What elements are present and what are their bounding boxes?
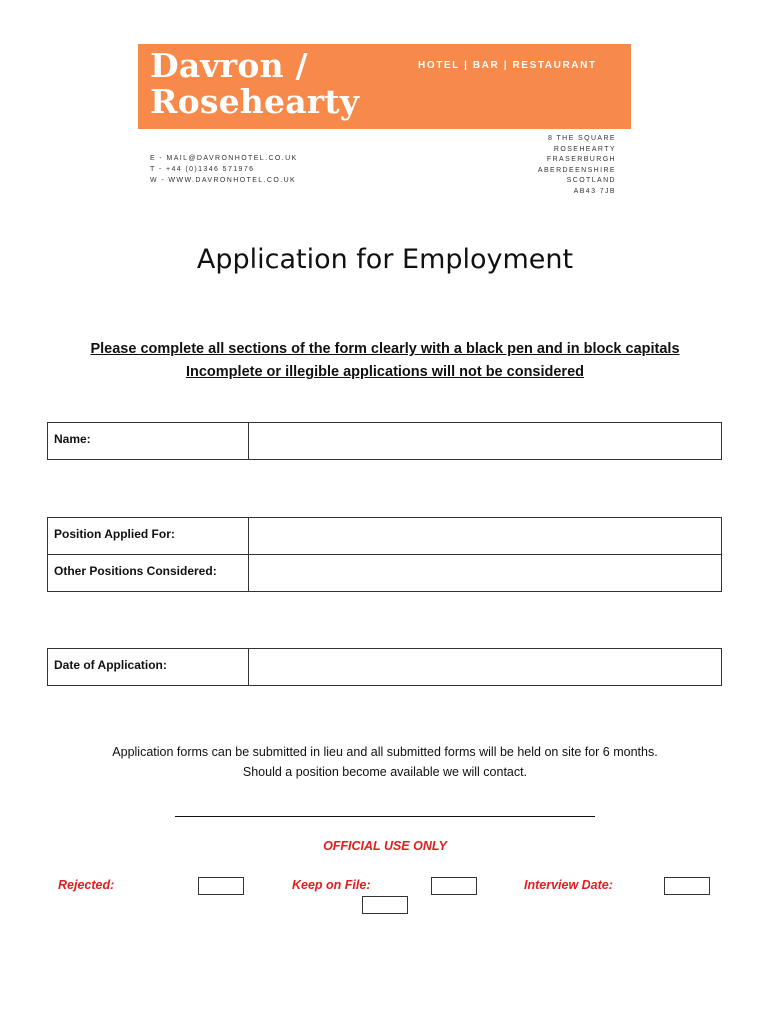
contact-email: E - MAIL@DAVRONHOTEL.CO.UK (150, 155, 298, 162)
date-table (47, 648, 722, 686)
position-row (48, 518, 721, 554)
contact-phone: T - +44 (0)1346 571976 (150, 166, 255, 173)
rejected-checkbox[interactable] (198, 877, 244, 895)
extra-checkbox[interactable] (362, 896, 408, 914)
brand-logo (150, 48, 359, 120)
note-line-2: Should a position become available we will contact. (242, 765, 528, 779)
retention-note (0, 742, 770, 782)
other-positions-field[interactable] (249, 555, 721, 591)
official-use-heading: OFFICIAL USE ONLY (323, 839, 447, 853)
position-field[interactable] (249, 518, 721, 554)
keep-on-file-label: Keep on File: (292, 878, 371, 892)
address-line: AB43 7JB (573, 187, 616, 195)
address-line: ABERDEENSHIRE (537, 166, 616, 174)
contact-block (150, 153, 298, 186)
address-line: 8 THE SQUARE (547, 135, 616, 142)
name-row (48, 423, 721, 459)
instruction-line-1: Please complete all sections of the form clearly with a black pen and in block capitals (90, 341, 680, 357)
other-positions-row (48, 554, 721, 591)
instruction-line-2: Incomplete or illegible applications will not be considered (185, 364, 584, 380)
address-block (500, 134, 616, 197)
page-title: Application for Employment (196, 244, 574, 275)
divider (175, 816, 595, 817)
address-line: FRASERBURGH (546, 156, 616, 163)
tagline: HOTEL | BAR | RESTAURANT (418, 60, 597, 71)
contact-web: W - WWW.DAVRONHOTEL.CO.UK (150, 177, 297, 184)
date-row (48, 649, 721, 685)
interview-date-box[interactable] (664, 877, 710, 895)
header-banner (138, 44, 631, 129)
note-line-1: Application forms can be submitted in lieu and all submitted forms will be held on site for 6 months. (112, 745, 658, 759)
rejected-label: Rejected: (58, 878, 115, 892)
brand-line-1: Davron / (150, 46, 308, 85)
address-line: SCOTLAND (566, 177, 616, 184)
brand-line-2: Rosehearty (150, 82, 360, 121)
interview-date-label: Interview Date: (524, 878, 613, 892)
date-field[interactable] (249, 649, 721, 685)
address-line: ROSEHEARTY (553, 145, 616, 153)
date-label: Date of Application: (48, 649, 249, 685)
position-label: Position Applied For: (48, 518, 249, 554)
keep-on-file-checkbox[interactable] (431, 877, 477, 895)
other-positions-label: Other Positions Considered: (48, 555, 249, 591)
position-table (47, 517, 722, 592)
name-label: Name: (48, 423, 249, 459)
name-table (47, 422, 722, 460)
name-field[interactable] (249, 423, 721, 459)
